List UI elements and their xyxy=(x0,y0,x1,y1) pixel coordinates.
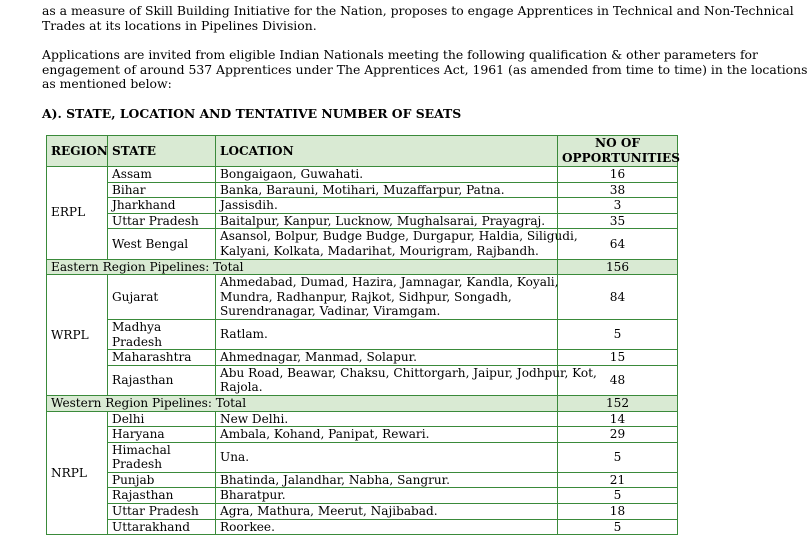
location-cell: Jassisdih. xyxy=(216,198,558,214)
location-cell: Agra, Mathura, Meerut, Najibabad. xyxy=(216,504,558,520)
state-cell: Assam xyxy=(108,167,216,183)
state-cell: Maharashtra xyxy=(108,350,216,366)
section-heading: A). STATE, LOCATION AND TENTATIVE NUMBER OF SEATS xyxy=(42,106,462,121)
state-cell: Rajasthan xyxy=(108,365,216,395)
count-cell: 5 xyxy=(558,442,678,472)
count-cell: 21 xyxy=(558,472,678,488)
intro-line: Trades at its locations in Pipelines Division. xyxy=(42,17,317,33)
table-row xyxy=(47,442,678,472)
count-cell: 3 xyxy=(558,198,678,214)
applications-line: Applications are invited from eligible Indian Nationals meeting the following qualification & other parameters for xyxy=(42,47,758,62)
applications-paragraph xyxy=(42,47,808,92)
count-cell: 14 xyxy=(558,411,678,427)
table-row xyxy=(47,504,678,520)
applications-line: engagement of around 537 Apprentices under The Apprentices Act, 1961 (as amended from time to time) in the locations xyxy=(42,61,808,77)
location-cell: Banka, Barauni, Motihari, Muzaffarpur, Patna. xyxy=(216,182,558,198)
intro-line: as a measure of Skill Building Initiative for the Nation, proposes to engage Apprentices in Technical and Non-Technical xyxy=(42,3,794,18)
table-row xyxy=(47,167,678,183)
table-row xyxy=(47,488,678,504)
total-value: 156 xyxy=(558,259,678,275)
location-cell: Ahmednagar, Manmad, Solapur. xyxy=(216,350,558,366)
total-row xyxy=(47,259,678,275)
count-cell: 5 xyxy=(558,488,678,504)
location-cell: Roorkee. xyxy=(216,519,558,535)
location-cell: Asansol, Bolpur, Budge Budge, Durgapur, Haldia, Siligudi, Kalyani, Kolkata, Madarihat, Mourigram, Rajbandh. xyxy=(216,229,558,259)
region-cell: ERPL xyxy=(47,167,108,260)
state-cell: West Bengal xyxy=(108,229,216,259)
location-cell: Una. xyxy=(216,442,558,472)
count-cell: 48 xyxy=(558,365,678,395)
table-row xyxy=(47,411,678,427)
applications-line: as mentioned below: xyxy=(42,76,172,92)
location-cell: Baitalpur, Kanpur, Lucknow, Mughalsarai, Prayagraj. xyxy=(216,213,558,229)
header-opportunities: NO OF OPPORTUNITIES xyxy=(558,136,678,167)
state-cell: Punjab xyxy=(108,472,216,488)
count-cell: 18 xyxy=(558,504,678,520)
table-row xyxy=(47,519,678,535)
state-cell: Uttar Pradesh xyxy=(108,504,216,520)
state-cell: Himachal Pradesh xyxy=(108,442,216,472)
table-row xyxy=(47,365,678,395)
state-cell: Uttar Pradesh xyxy=(108,213,216,229)
count-cell: 38 xyxy=(558,182,678,198)
intro-paragraph xyxy=(42,3,794,33)
state-cell: Haryana xyxy=(108,427,216,443)
table-row xyxy=(47,229,678,259)
total-label: Western Region Pipelines: Total xyxy=(47,395,558,411)
location-cell: Ambala, Kohand, Panipat, Rewari. xyxy=(216,427,558,443)
state-cell: Gujarat xyxy=(108,275,216,320)
header-region: REGION xyxy=(47,136,108,167)
count-cell: 64 xyxy=(558,229,678,259)
count-cell: 15 xyxy=(558,350,678,366)
state-cell: Rajasthan xyxy=(108,488,216,504)
state-cell: Madhya Pradesh xyxy=(108,319,216,349)
table-row xyxy=(47,350,678,366)
total-row xyxy=(47,395,678,411)
location-cell: Bharatpur. xyxy=(216,488,558,504)
table-row xyxy=(47,472,678,488)
total-label: Eastern Region Pipelines: Total xyxy=(47,259,558,275)
count-cell: 5 xyxy=(558,319,678,349)
table-row xyxy=(47,198,678,214)
state-cell: Delhi xyxy=(108,411,216,427)
state-cell: Bihar xyxy=(108,182,216,198)
location-cell: Bongaigaon, Guwahati. xyxy=(216,167,558,183)
count-cell: 5 xyxy=(558,519,678,535)
seats-table xyxy=(46,135,678,535)
table-header-row xyxy=(47,136,678,167)
location-cell: Bhatinda, Jalandhar, Nabha, Sangrur. xyxy=(216,472,558,488)
table-row xyxy=(47,213,678,229)
region-cell: NRPL xyxy=(47,411,108,535)
header-location: LOCATION xyxy=(216,136,558,167)
state-cell: Jharkhand xyxy=(108,198,216,214)
total-value: 152 xyxy=(558,395,678,411)
location-cell: Ratlam. xyxy=(216,319,558,349)
location-cell: Ahmedabad, Dumad, Hazira, Jamnagar, Kandla, Koyali, Mundra, Radhanpur, Rajkot, Sidhpur, Songadh, Surendranagar, Vadinar, Viramgam. xyxy=(216,275,558,320)
count-cell: 35 xyxy=(558,213,678,229)
count-cell: 84 xyxy=(558,275,678,320)
location-cell: New Delhi. xyxy=(216,411,558,427)
header-state: STATE xyxy=(108,136,216,167)
count-cell: 29 xyxy=(558,427,678,443)
table-row xyxy=(47,319,678,349)
region-cell: WRPL xyxy=(47,275,108,396)
count-cell: 16 xyxy=(558,167,678,183)
location-cell: Abu Road, Beawar, Chaksu, Chittorgarh, Jaipur, Jodhpur, Kot, Rajola. xyxy=(216,365,558,395)
table-row xyxy=(47,275,678,320)
state-cell: Uttarakhand xyxy=(108,519,216,535)
table-row xyxy=(47,427,678,443)
table-row xyxy=(47,182,678,198)
